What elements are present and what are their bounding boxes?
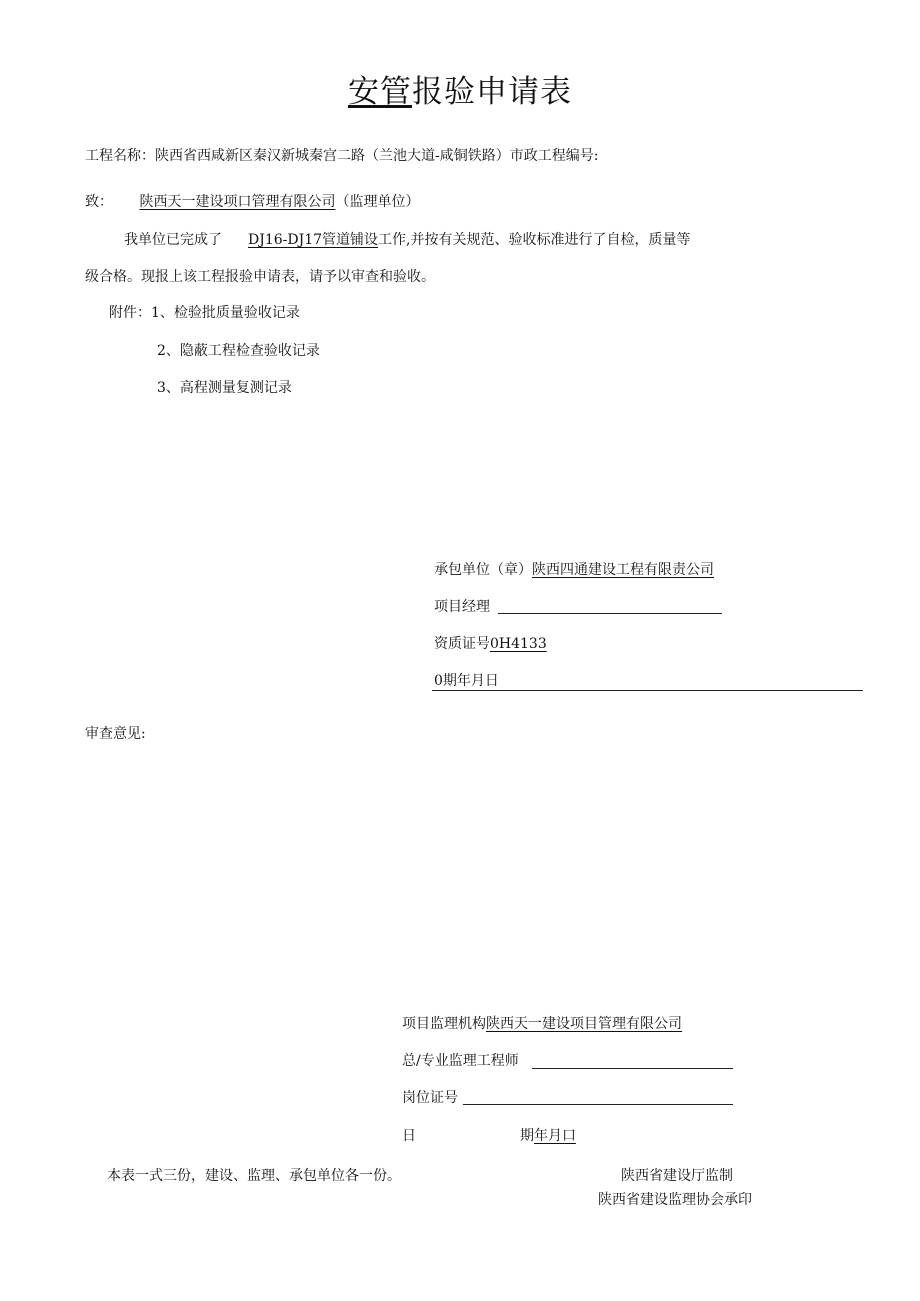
- attachment-item-1: 1、检验批质量验收记录: [151, 305, 300, 321]
- to-unit: 陕西天一建设项口管理有限公司: [139, 194, 336, 210]
- footer-supervised-by: 陕西省建设厅监制: [621, 1168, 733, 1184]
- title-underlined-part: 安管: [348, 74, 412, 110]
- supervisor-date-left: 日: [402, 1128, 416, 1144]
- contractor-unit-value: 陕西四通建设工程有限责公司: [532, 562, 714, 578]
- attachments-label: 附件：: [109, 305, 151, 321]
- contractor-date-value: 年月日: [456, 673, 499, 689]
- contractor-date-line: [432, 690, 863, 691]
- supervision-org-value: 陕西天一建设项目管理有限公司: [486, 1016, 682, 1032]
- cert-value: 0H4133: [490, 636, 547, 652]
- project-name-line: 工程名称：陕西省西咸新区秦汉新城秦宫二路（兰池大道-咸铜铁路）市政工程编号:: [85, 148, 599, 164]
- page-title: [0, 70, 920, 114]
- supervisor-date: [520, 1126, 576, 1146]
- chief-engineer-signature-line: [532, 1068, 733, 1069]
- chief-engineer-label: 总/专业监理工程师: [402, 1053, 519, 1069]
- body-line-1: [124, 230, 691, 250]
- supervisor-date-mid: 期: [520, 1128, 534, 1144]
- contractor-date-prefix: 0期: [434, 673, 457, 689]
- body-line1-pre: 我单位已完成了: [124, 232, 222, 248]
- qualification-cert: [434, 634, 547, 654]
- post-cert-line: [463, 1104, 733, 1105]
- contractor-date: [434, 671, 499, 691]
- to-line: [85, 192, 419, 212]
- post-cert-label: 岗位证号: [402, 1090, 458, 1106]
- attachment-item-3: 3、高程测量复测记录: [157, 380, 292, 396]
- supervisor-date-value: 年月口: [534, 1128, 576, 1144]
- contractor-unit: [434, 560, 714, 580]
- footer-note: 本表一式三份，建设、监理、承包单位各一份。: [107, 1168, 401, 1184]
- supervision-org-label: 项目监理机构: [402, 1016, 486, 1032]
- attachment-item-2: 2、隐蔽工程检查验收记录: [157, 343, 320, 359]
- to-suffix: （监理单位）: [335, 194, 420, 210]
- cert-label: 资质证号: [434, 636, 490, 652]
- body-line-2: 级合格。现报上该工程报验申请表，请予以审查和验收。: [85, 269, 435, 285]
- project-manager-signature-line: [498, 613, 722, 614]
- to-label: 致：: [85, 194, 113, 210]
- project-manager-label: 项目经理: [434, 599, 490, 615]
- review-opinion-label: 审查意见:: [85, 726, 146, 742]
- body-line1-post: 工作,并按有关规范、验收标准进行了自检，质量等: [378, 232, 691, 248]
- attachment-1: [109, 303, 300, 323]
- title-rest: 报验申请表: [412, 74, 572, 110]
- footer-printed-by: 陕西省建设监理协会承印: [598, 1192, 752, 1208]
- contractor-unit-label: 承包单位（章）: [434, 562, 532, 578]
- completed-work: DJ16-DJ17管道铺设: [248, 232, 379, 248]
- supervision-org: [402, 1014, 682, 1034]
